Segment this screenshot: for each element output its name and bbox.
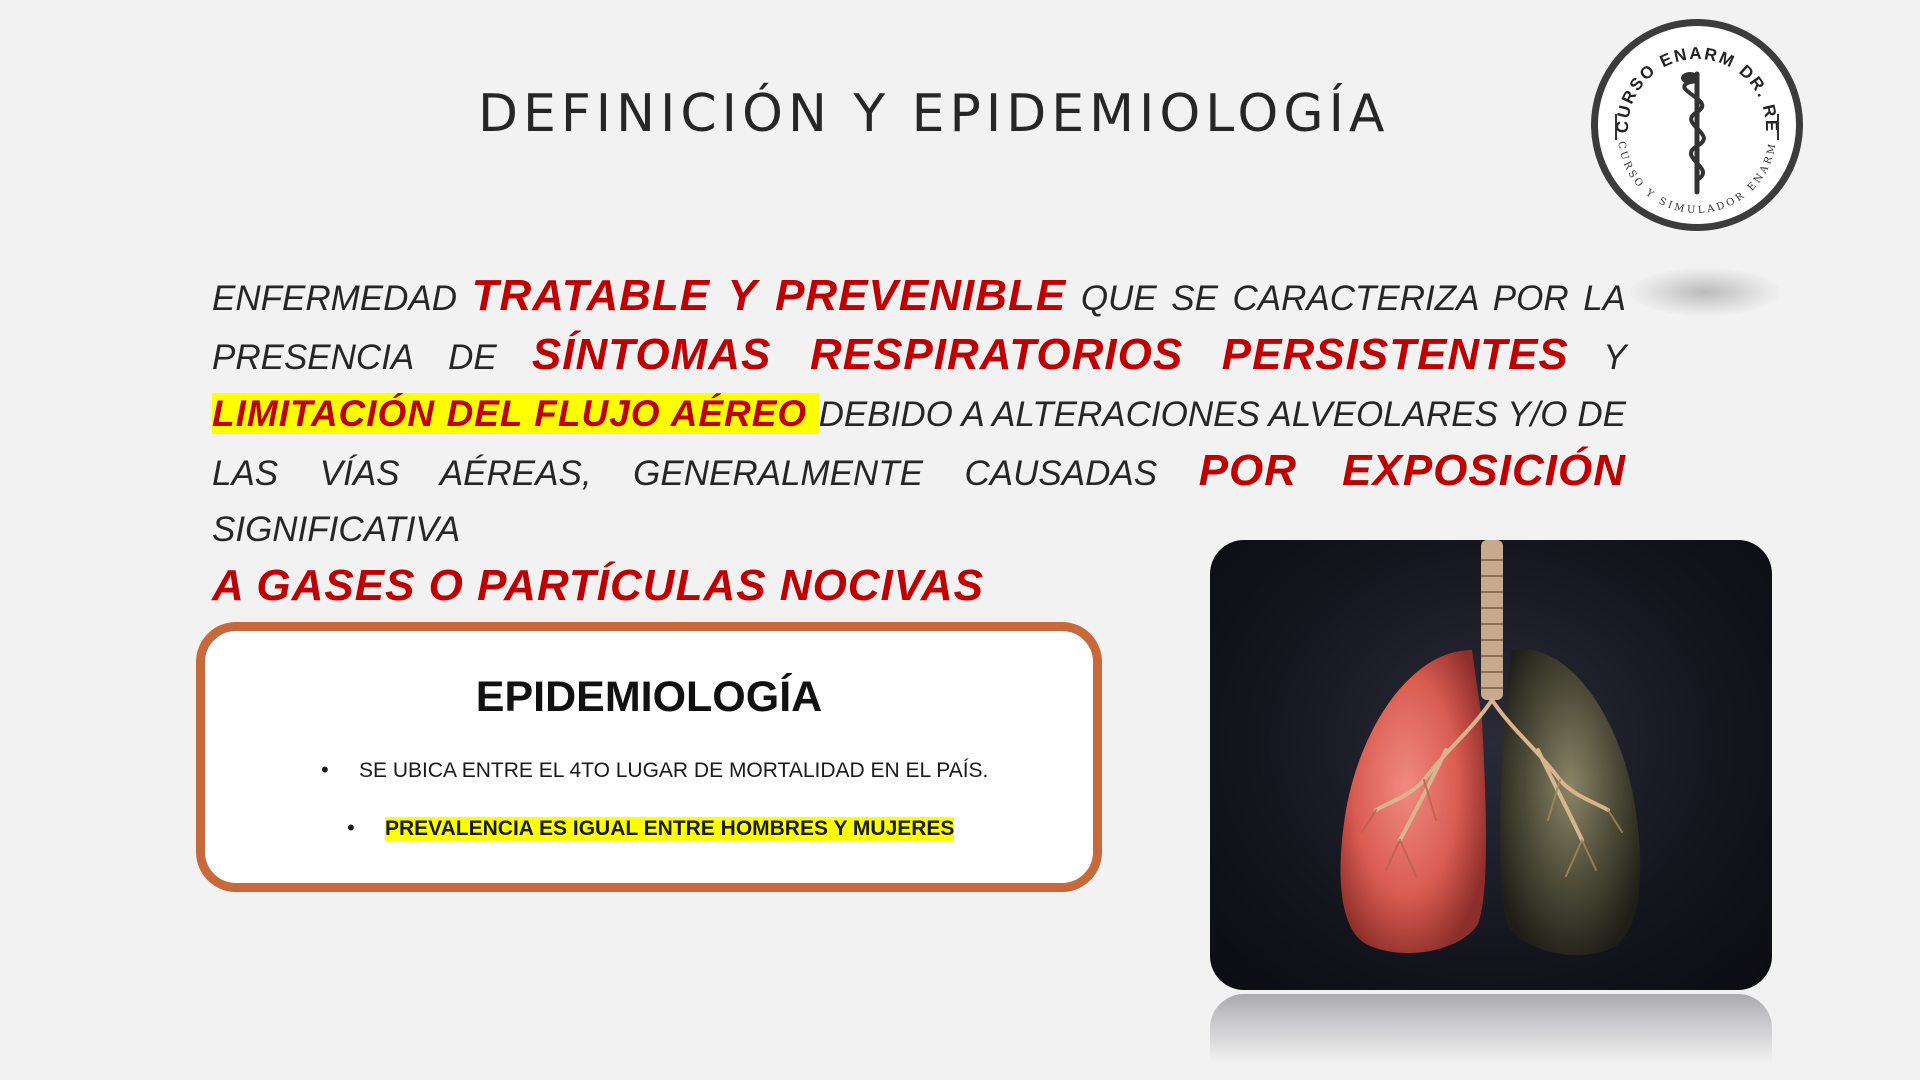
slide-title: DEFINICIÓN Y EPIDEMIOLOGÍA — [478, 84, 1390, 144]
bullet-icon: • — [347, 815, 355, 840]
course-logo — [1588, 16, 1806, 234]
logo-shadow — [1630, 268, 1780, 316]
logo-text-bottom: CURSO Y SIMULADOR ENARM — [1615, 140, 1779, 217]
definition-emphasis: SÍNTOMAS RESPIRATORIOS PERSISTENTES — [531, 330, 1569, 379]
definition-emphasis: POR EXPOSICIÓN — [1198, 446, 1626, 495]
epidemiology-box — [196, 622, 1102, 892]
definition-text: QUE SE CARACTERIZA POR LA PRESENCIA DE — [212, 279, 1627, 377]
bullet-icon: • — [321, 757, 329, 782]
logo-text-top: CURSO ENARM DR. RE — [1612, 43, 1782, 134]
epidemiology-item-highlight: PREVALENCIA ES IGUAL ENTRE HOMBRES Y MUJERES — [385, 817, 955, 840]
definition-text: Y — [1568, 338, 1627, 377]
definition-emphasis: TRATABLE Y PREVENIBLE — [471, 271, 1067, 320]
lungs-image — [1210, 540, 1772, 990]
epidemiology-title: EPIDEMIOLOGÍA — [475, 673, 823, 721]
definition-highlight: LIMITACIÓN DEL FLUJO AÉREO — [212, 393, 819, 434]
definition-text: SIGNIFICATIVA — [212, 510, 461, 549]
definition-emphasis: A GASES O PARTÍCULAS NOCIVAS — [212, 561, 985, 610]
definition-text: DEBIDO A ALTERACIONES ALVEOLARES Y/O DE LAS VÍAS AÉREAS, GENERALMENTE CAUSADAS — [212, 395, 1626, 493]
lungs-icon — [1210, 540, 1772, 990]
definition-text: ENFERMEDAD — [212, 279, 472, 318]
epidemiology-item: SE UBICA ENTRE EL 4TO LUGAR DE MORTALIDAD EN EL PAÍS. — [359, 759, 989, 782]
lungs-image-reflection — [1210, 994, 1772, 1080]
